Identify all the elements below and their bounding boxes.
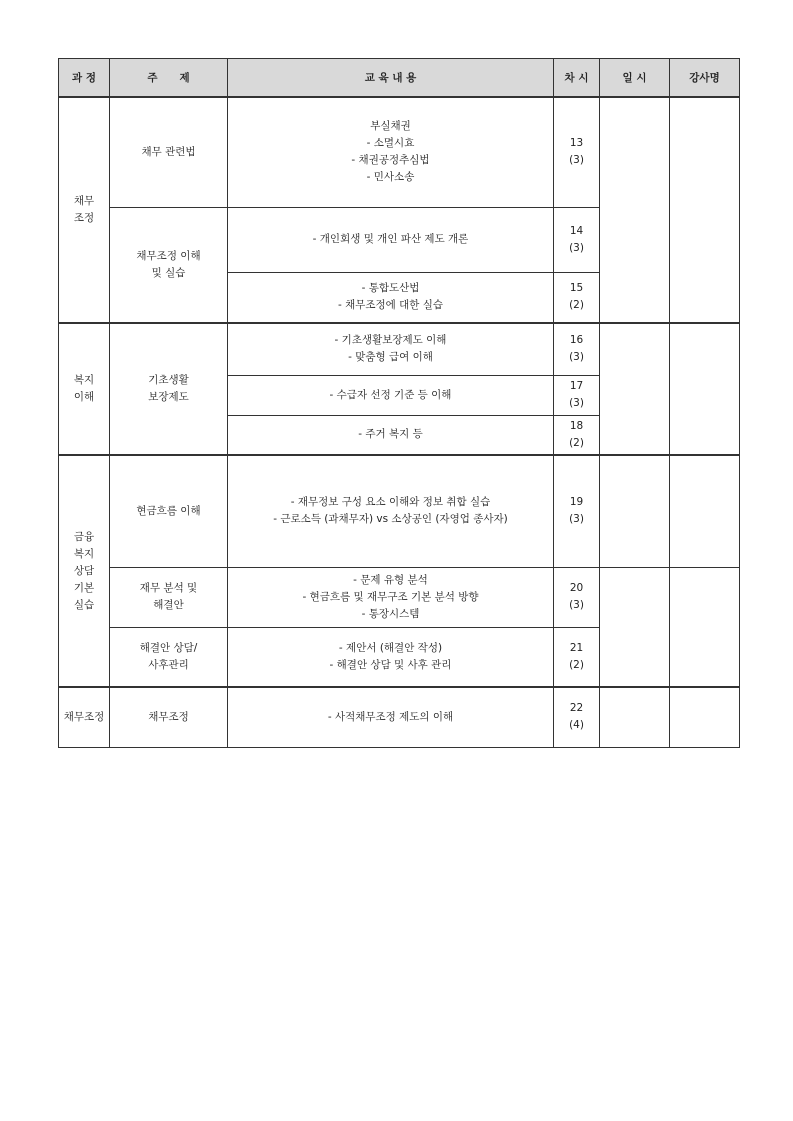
course-cell: 채무조정 bbox=[59, 687, 110, 747]
topic-cell: 채무조정 bbox=[110, 687, 228, 747]
table-row bbox=[59, 97, 740, 207]
session-cell: 20 (3) bbox=[554, 567, 600, 627]
table-row bbox=[59, 687, 740, 747]
instructor-cell bbox=[670, 687, 740, 747]
table-row bbox=[59, 323, 740, 375]
instructor-cell bbox=[670, 323, 740, 455]
session-cell: 19 (3) bbox=[554, 455, 600, 567]
content-cell: - 기초생활보장제도 이해 - 맞춤형 급여 이해 bbox=[228, 323, 554, 375]
header-topic: 주 제 bbox=[110, 59, 228, 98]
curriculum-table bbox=[58, 58, 740, 748]
content-cell: - 주거 복지 등 bbox=[228, 415, 554, 455]
topic-cell: 채무조정 이해 및 실습 bbox=[110, 207, 228, 323]
table-row bbox=[59, 567, 740, 627]
content-cell: - 수급자 선정 기준 등 이해 bbox=[228, 375, 554, 415]
header-content: 교 육 내 용 bbox=[228, 59, 554, 98]
instructor-cell bbox=[670, 455, 740, 567]
session-cell: 14 (3) bbox=[554, 207, 600, 272]
header-instructor: 강사명 bbox=[670, 59, 740, 98]
content-cell: - 개인회생 및 개인 파산 제도 개론 bbox=[228, 207, 554, 272]
topic-cell: 현금흐름 이해 bbox=[110, 455, 228, 567]
table-row bbox=[59, 455, 740, 567]
topic-cell: 기초생활 보장제도 bbox=[110, 323, 228, 455]
session-cell: 16 (3) bbox=[554, 323, 600, 375]
header-date: 일 시 bbox=[600, 59, 670, 98]
session-cell: 17 (3) bbox=[554, 375, 600, 415]
date-cell bbox=[600, 687, 670, 747]
session-cell: 21 (2) bbox=[554, 627, 600, 687]
header-row bbox=[59, 59, 740, 98]
content-cell: - 사적채무조정 제도의 이해 bbox=[228, 687, 554, 747]
instructor-cell bbox=[670, 567, 740, 687]
date-cell bbox=[600, 455, 670, 567]
content-cell: 부실채권 - 소멸시효 - 채권공정추심법 - 민사소송 bbox=[228, 97, 554, 207]
topic-cell: 재무 분석 및 해결안 bbox=[110, 567, 228, 627]
content-cell: - 통합도산법 - 채무조정에 대한 실습 bbox=[228, 272, 554, 323]
content-cell: - 문제 유형 분석 - 현금흐름 및 재무구조 기본 분석 방향 - 통장시스템 bbox=[228, 567, 554, 627]
topic-cell: 채무 관련법 bbox=[110, 97, 228, 207]
date-cell bbox=[600, 567, 670, 687]
course-cell: 복지 이해 bbox=[59, 323, 110, 455]
content-cell: - 재무정보 구성 요소 이해와 정보 취합 실습 - 근로소득 (과채무자) vs 소상공인 (자영업 종사자) bbox=[228, 455, 554, 567]
course-cell: 금융 복지 상담 기본 실습 bbox=[59, 455, 110, 687]
session-cell: 15 (2) bbox=[554, 272, 600, 323]
session-cell: 18 (2) bbox=[554, 415, 600, 455]
header-course: 과 정 bbox=[59, 59, 110, 98]
topic-cell: 해결안 상담/ 사후관리 bbox=[110, 627, 228, 687]
header-session: 차 시 bbox=[554, 59, 600, 98]
instructor-cell bbox=[670, 97, 740, 323]
content-cell: - 제안서 (해결안 작성) - 해결안 상담 및 사후 관리 bbox=[228, 627, 554, 687]
session-cell: 22 (4) bbox=[554, 687, 600, 747]
session-cell: 13 (3) bbox=[554, 97, 600, 207]
course-cell: 채무 조정 bbox=[59, 97, 110, 323]
date-cell bbox=[600, 97, 670, 323]
date-cell bbox=[600, 323, 670, 455]
